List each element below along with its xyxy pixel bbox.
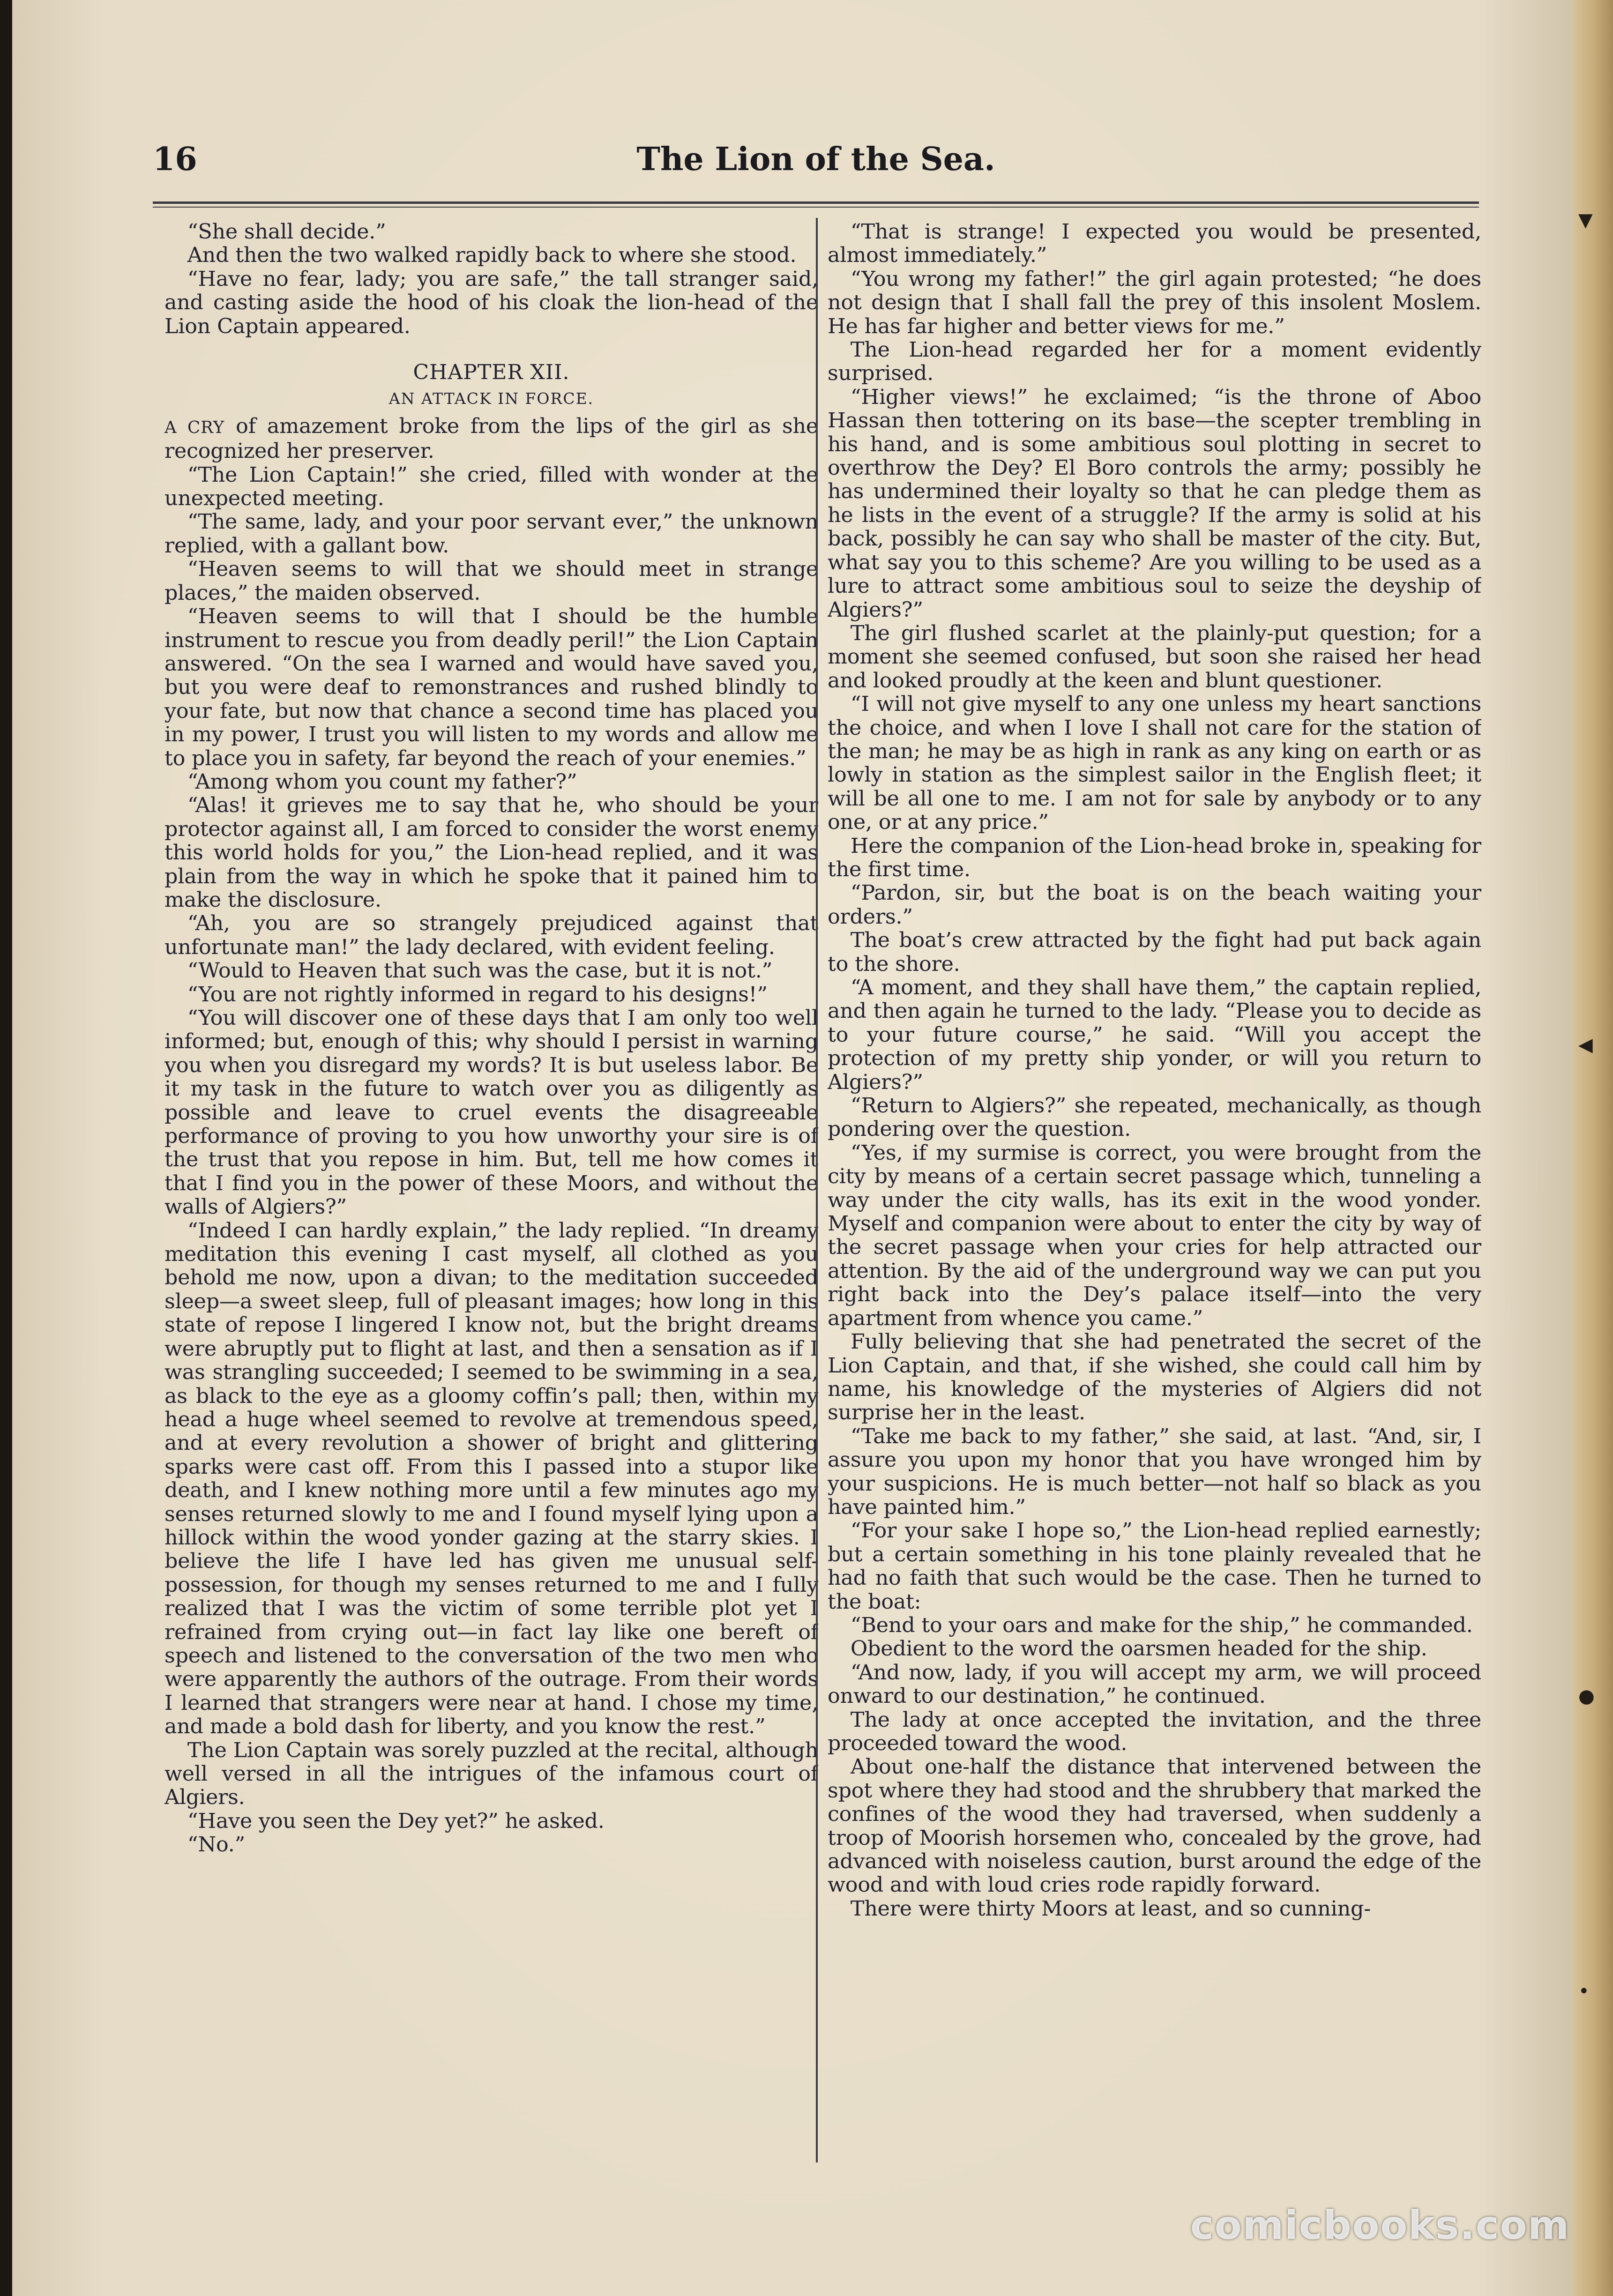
paragraph: “Ah, you are so strangely prejudiced against that unfortunate man!” the lady declared, with evident feeling. — [164, 911, 818, 959]
header-rule — [153, 201, 1479, 208]
paragraph: “You wrong my father!” the girl again protested; “he does not design that I shall fall the prey of this insolent Moslem. He has far higher and better views for me.” — [828, 267, 1481, 338]
paragraph: “A moment, and they shall have them,” the captain replied, and then again he turned to the lady. “Please you to decide as to your future course,” he said. “Will you accept the protection of my pretty ship yonder, or will you return to Algiers?” — [828, 976, 1481, 1094]
paragraph: “She shall decide.” — [187, 220, 386, 244]
paragraph: “No.” — [187, 1833, 246, 1857]
paragraph: Fully believing that she had penetrated the secret of the Lion Captain, and that, if she wished, she could call him by name, his knowledge of the mysteries of Algiers did not surprise her in the least. — [828, 1330, 1481, 1425]
paragraph: “That is strange! I expected you would be presented, almost immediately.” — [828, 220, 1481, 268]
paragraph: “Heaven seems to will that we should meet in strange places,” the maiden observed. — [164, 557, 818, 605]
binding-edge — [1573, 0, 1613, 2296]
paragraph: “I will not give myself to any one unless my heart sanctions the choice, and when I love I shall not care for the station of the man; he may be as high in rank as any king on earth or as lowly in station as the simplest sailor in the English fleet; it will be all one to me. I am not for sale by anybody or to any one, or at any price.” — [828, 692, 1481, 835]
paragraph: The girl flushed scarlet at the plainly-put question; for a moment she seemed confused, but soon she raised her head and looked proudly at the keen and blunt questioner. — [828, 621, 1481, 693]
paragraph: “Have you seen the Dey yet?” he asked. — [187, 1809, 605, 1833]
paragraph: “Heaven seems to will that I should be the humble instrument to rescue you from deadly peril!” the Lion Captain answered. “On the sea I warned and would have saved you, but you were deaf to remonstrances and rushed blindly to your fate, but now that chance a second time has placed you in my power, I trust you will listen to my words and allow me to place you in safety, far beyond the reach of your enemies.” — [164, 604, 818, 770]
paragraph: Here the companion of the Lion-head broke in, speaking for the first time. — [828, 834, 1481, 881]
paragraph: “Among whom you count my father?” — [187, 769, 577, 794]
binding-staple-icon: ▼ — [1578, 209, 1593, 231]
paragraph: “Higher views!” he exclaimed; “is the throne of Aboo Hassan then tottering on its base—the scepter trembling in his hand, and is some ambitious soul plotting in secret to overthrow the Dey? El Boro controls the army; possibly he has undermined their loyalty so that he can pledge them as he lists in the event of a struggle? If the army is solid at his back, possibly he can say who shall be master of the city. But, what say you to this scheme? Are you willing to be used as a lure to attract some ambitious soul to seize the deyship of Algiers?” — [828, 385, 1481, 622]
binding-staple-icon: • — [1578, 1981, 1590, 2002]
paragraph: “And now, lady, if you will accept my arm, we will proceed onward to our destination,” he continued. — [828, 1660, 1481, 1708]
running-title: The Lion of the Sea. — [636, 141, 995, 178]
chapter-subtitle: AN ATTACK IN FORCE. — [388, 389, 594, 408]
paragraph: “You are not rightly informed in regard to his designs!” — [187, 982, 768, 1006]
paragraph-text: of amazement broke from the lips of the girl as she recognized her preserver. — [164, 414, 818, 463]
binding-staple-icon: ● — [1578, 1685, 1595, 1707]
paragraph: “The same, lady, and your poor servant ever,” the unknown replied, with a gallant bow. — [164, 510, 818, 558]
paragraph: “Take me back to my father,” she said, at last. “And, sir, I assure you upon my honor that you have wronged him by your suspicions. He is much better—not half so black as you have painted him.” — [828, 1424, 1481, 1519]
paragraph: The Lion-head regarded her for a moment evidently surprised. — [828, 338, 1481, 386]
drop-lead: A CRY — [164, 417, 225, 437]
paragraph: “The Lion Captain!” she cried, filled with wonder at the unexpected meeting. — [164, 462, 818, 511]
paragraph: Obedient to the word the oarsmen headed for the ship. — [850, 1637, 1427, 1661]
paragraph: And then the two walked rapidly back to where she stood. — [187, 243, 797, 268]
watermark: comicbooks.com — [1190, 2202, 1570, 2248]
paragraph: “Would to Heaven that such was the case, but it is not.” — [187, 959, 773, 983]
paragraph: The boat’s crew attracted by the fight had put back again to the shore. — [828, 928, 1481, 976]
book-page — [12, 0, 1573, 2296]
paragraph: About one-half the distance that intervened between the spot where they had stood and the shrubbery that marked the confines of the wood they had traversed, when suddenly a troop of Moorish horsemen who, concealed by the grove, had advanced with noiseless caution, burst around the edge of the wood and with loud cries rode rapidly forward. — [828, 1755, 1481, 1897]
chapter-opening-paragraph — [164, 415, 818, 463]
paragraph: “Return to Algiers?” she repeated, mechanically, as though pondering over the question. — [828, 1094, 1481, 1141]
paragraph: “Yes, if my surmise is correct, you were brought from the city by means of a certain secret passage which, tunneling a way under the city walls, has its exit in the wood yonder. Myself and companion were about to enter the city by way of the secret passage when your cries for help attracted our attention. By the aid of the underground way we can put you right back into the Dey’s palace itself—into the very apartment from whence you came.” — [828, 1141, 1481, 1330]
right-column — [828, 220, 1481, 2179]
paragraph: “Alas! it grieves me to say that he, who should be your protector against all, I am forced to consider the worst enemy this world holds for you,” the Lion-head replied, and it was plain from the way in which he spoke that it pained him to make the disclosure. — [164, 793, 818, 912]
paragraph: “Bend to your oars and make for the ship,” he commanded. — [850, 1613, 1473, 1637]
paragraph: “Indeed I can hardly explain,” the lady replied. “In dreamy meditation this evening I cast myself, all clothed as you behold me now, upon a divan; to the meditation succeeded sleep—a sweet sleep, full of pleasant images; how long in this state of repose I lingered I know not, but the bright dreams were abruptly put to flight at last, and then a sensation as if I was strangling succeeded; I seemed to be swimming in a sea, as black to the eye as a gloomy coffin’s pall; then, within my head a huge wheel seemed to revolve at tremendous speed, and at every revolution a shower of bright and glittering sparks were cast off. From this I passed into a stupor like death, and I knew nothing more until a few minutes ago my senses returned slowly to me and I found myself lying upon a hillock within the wood yonder gazing at the starry skies. I believe the life I have led has given me unusual self-possession, for though my senses returned to me and I fully realized that I was the victim of some terrible plot yet I refrained from crying out—in fact lay like one bereft of speech and listened to the conversation of the two men who were apparently the authors of the outrage. From their words I learned that strangers were near at hand. I chose my time, and made a bold dash for liberty, and you know the rest.” — [164, 1218, 818, 1739]
paragraph: “Have no fear, lady; you are safe,” the tall stranger said, and casting aside the hood of his cloak the lion-head of the Lion Captain appeared. — [164, 267, 818, 338]
column-divider — [816, 218, 818, 2162]
page-number: 16 — [153, 141, 197, 178]
paragraph: “Pardon, sir, but the boat is on the beach waiting your orders.” — [828, 881, 1481, 929]
page-header — [153, 141, 1479, 197]
left-column — [164, 220, 818, 2179]
binding-staple-icon: ◀ — [1578, 1034, 1593, 1056]
paragraph: There were thirty Moors at least, and so cunning- — [850, 1896, 1371, 1921]
paragraph: “You will discover one of these days that I am only too well informed; but, enough of this; why should I persist in warning you when you disregard my words? It is but useless labor. Be it my task in the future to watch over you as diligently as possible and leave to cruel events the disagreeable performance of proving to you how unworthy your sire is of the trust that you repose in him. But, tell me how comes it that I find you in the power of these Moors, and without the walls of Algiers?” — [164, 1006, 818, 1219]
paragraph: The lady at once accepted the invitation, and the three proceeded toward the wood. — [828, 1707, 1481, 1755]
paragraph: “For your sake I hope so,” the Lion-head replied earnestly; but a certain something in his tone plainly revealed that he had no faith that such would be the case. Then he turned to the boat: — [828, 1519, 1481, 1614]
paragraph: The Lion Captain was sorely puzzled at the recital, although well versed in all the intrigues of the infamous court of Algiers. — [164, 1738, 818, 1810]
chapter-heading: CHAPTER XII. — [413, 360, 570, 385]
